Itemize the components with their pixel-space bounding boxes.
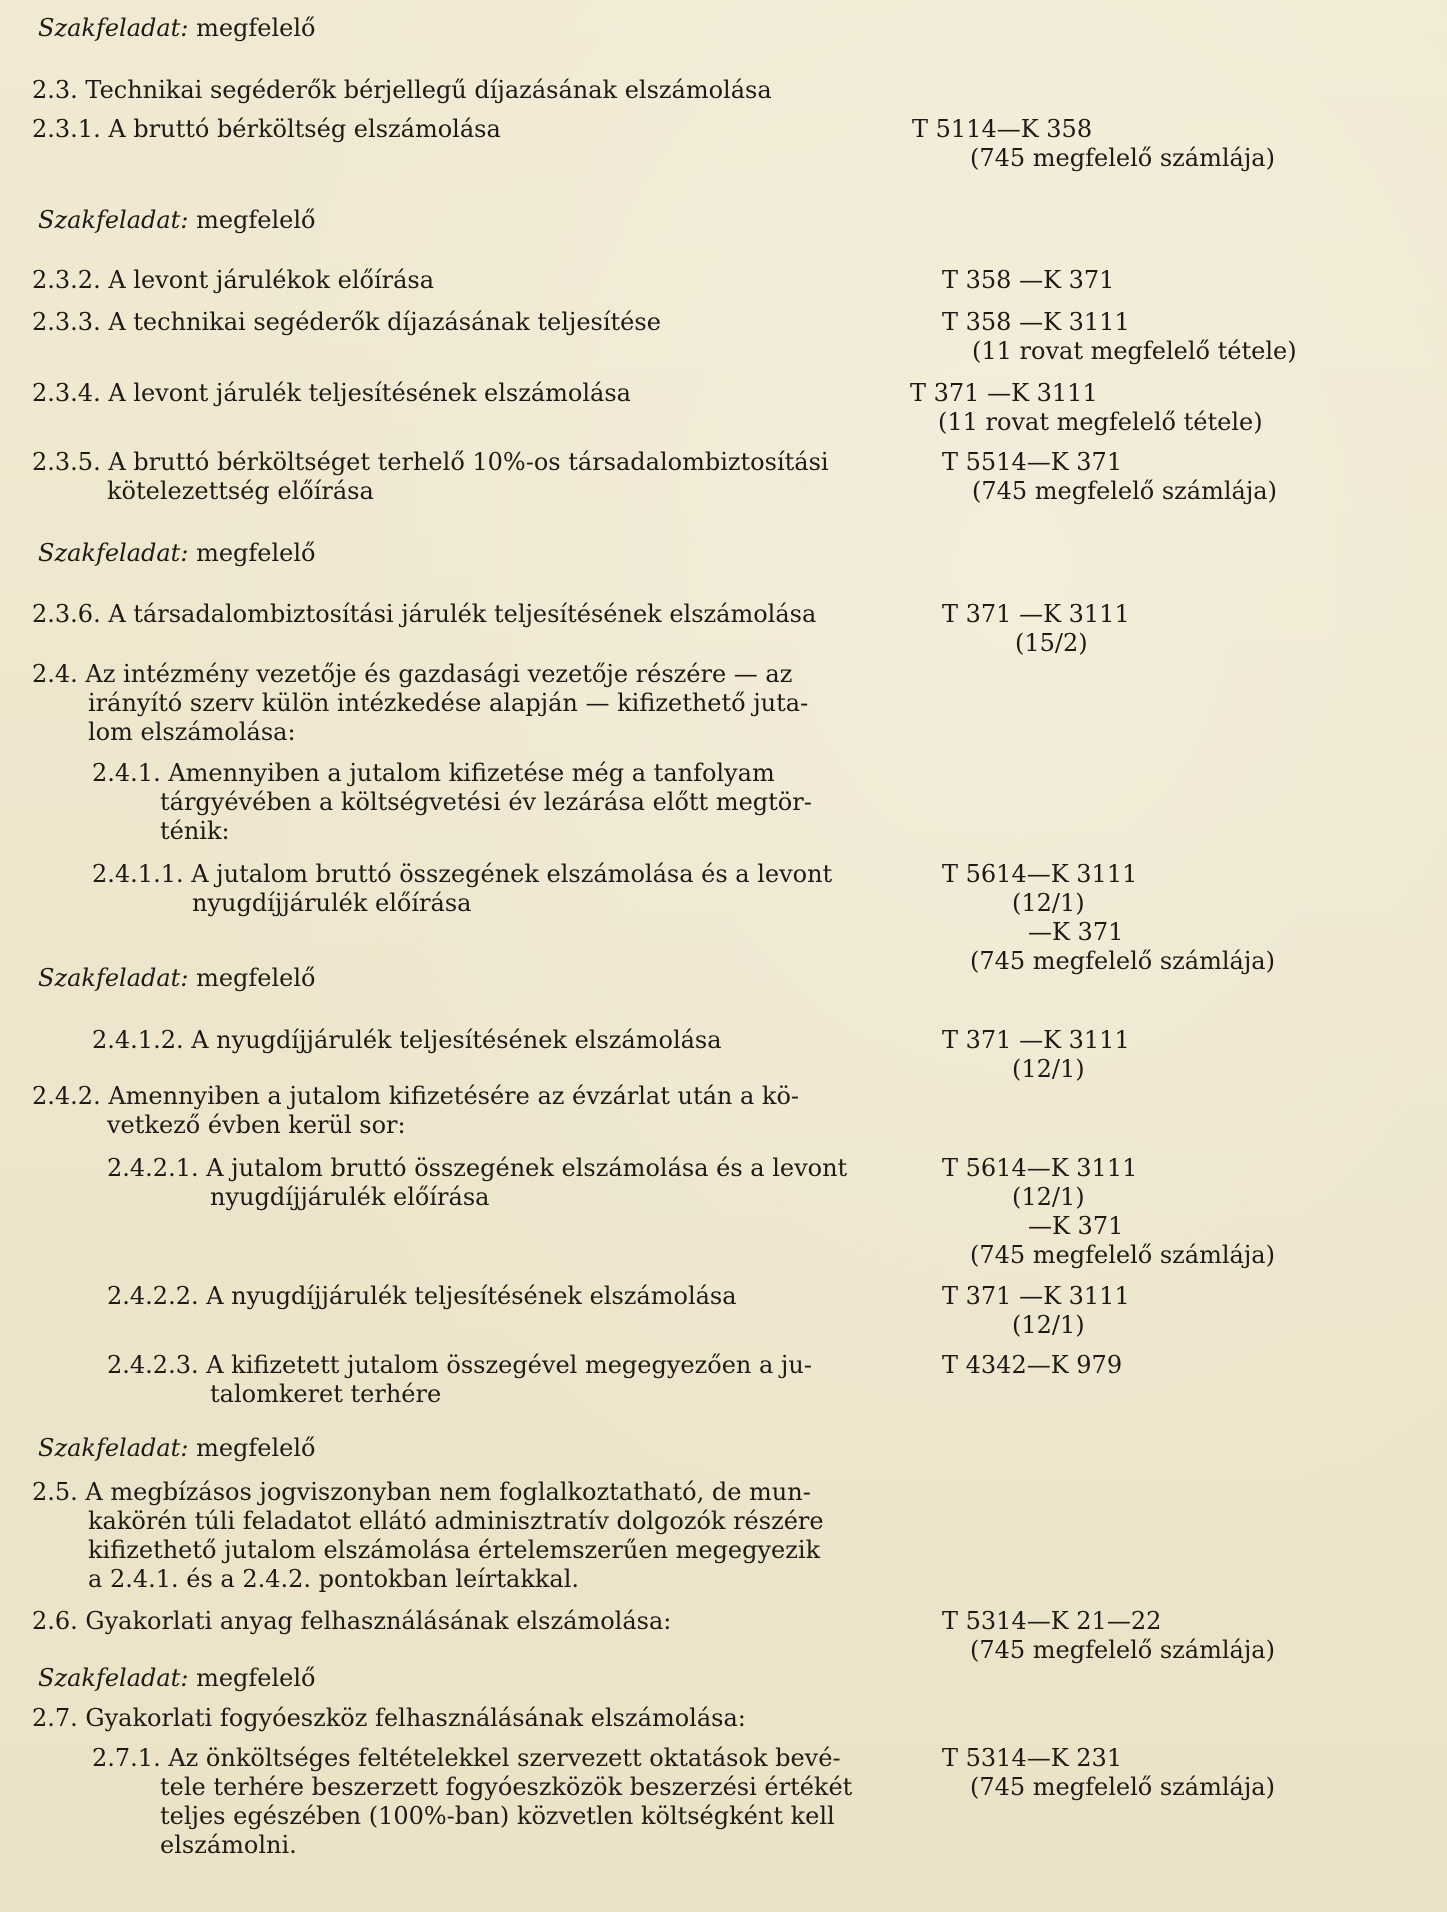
- account-entry: —K 371: [1028, 918, 1124, 946]
- item-text: kifizethető jutalom elszámolása értelemszerűen megegyezik: [88, 1536, 821, 1564]
- account-entry: T 358 —K 3111: [942, 308, 1130, 336]
- szakfeladat-line: [38, 1434, 315, 1463]
- szakfeladat-line: [38, 964, 315, 993]
- account-note: (745 megfelelő számlája): [970, 1636, 1275, 1664]
- account-entry: T 5614—K 3111: [942, 1154, 1138, 1182]
- account-note: (745 megfelelő számlája): [970, 1241, 1275, 1269]
- item-text: 2.3.4. A levont járulék teljesítésének elszámolása: [32, 379, 631, 407]
- item-text: 2.4.1. Amennyiben a jutalom kifizetése még a tanfolyam: [92, 759, 775, 787]
- item-text: 2.3.2. A levont járulékok előírása: [32, 266, 435, 294]
- account-note: (12/1): [1012, 1183, 1085, 1211]
- account-entry: T 5314—K 231: [942, 1744, 1123, 1772]
- szakfeladat-value: megfelelő: [196, 1434, 316, 1462]
- account-entry: T 4342—K 979: [942, 1351, 1123, 1379]
- account-note: (12/1): [1012, 1311, 1085, 1339]
- account-note: (745 megfelelő számlája): [970, 947, 1275, 975]
- szakfeladat-label: Szakfeladat:: [38, 1434, 189, 1462]
- item-text: 2.7.1. Az önköltséges feltételekkel szervezett oktatások bevé-: [92, 1744, 841, 1772]
- account-note: (11 rovat megfelelő tétele): [938, 408, 1263, 436]
- item-text: vetkező évben kerül sor:: [107, 1111, 406, 1139]
- item-text: nyugdíjjárulék előírása: [210, 1183, 490, 1211]
- item-text: 2.5. A megbízásos jogviszonyban nem foglalkoztatható, de mun-: [32, 1478, 811, 1506]
- account-entry: T 358 —K 371: [942, 266, 1115, 294]
- account-entry: T 5314—K 21—22: [942, 1607, 1162, 1635]
- item-text: nyugdíjjárulék előírása: [192, 889, 472, 917]
- item-text: kötelezettség előírása: [107, 477, 374, 505]
- account-note: (745 megfelelő számlája): [972, 477, 1277, 505]
- item-text: 2.3.6. A társadalombiztosítási járulék teljesítésének elszámolása: [32, 600, 817, 628]
- item-text: 2.3.1. A bruttó bérköltség elszámolása: [32, 115, 501, 143]
- account-entry: T 371 —K 3111: [942, 600, 1130, 628]
- item-text: elszámolni.: [160, 1831, 297, 1859]
- item-text: lom elszámolása:: [88, 718, 296, 746]
- account-note: (11 rovat megfelelő tétele): [972, 337, 1297, 365]
- account-entry: T 371 —K 3111: [910, 379, 1098, 407]
- item-text: 2.4.1.1. A jutalom bruttó összegének elszámolása és a levont: [92, 860, 833, 888]
- section-heading: 2.3. Technikai segéderők bérjellegű díjazásának elszámolása: [32, 76, 772, 104]
- szakfeladat-label: Szakfeladat:: [38, 206, 189, 234]
- account-entry: T 371 —K 3111: [942, 1282, 1130, 1310]
- item-text: ténik:: [160, 817, 230, 845]
- szakfeladat-label: Szakfeladat:: [38, 14, 189, 42]
- szakfeladat-line: [38, 206, 315, 235]
- item-text: teljes egészében (100%-ban) közvetlen költségként kell: [160, 1802, 835, 1830]
- szakfeladat-value: megfelelő: [196, 14, 316, 42]
- item-text: 2.4.2.2. A nyugdíjjárulék teljesítésének elszámolása: [107, 1282, 737, 1310]
- account-entry: T 5614—K 3111: [942, 860, 1138, 888]
- item-text: 2.6. Gyakorlati anyag felhasználásának elszámolása:: [32, 1607, 672, 1635]
- item-text: tele terhére beszerzett fogyóeszközök beszerzési értékét: [160, 1773, 853, 1801]
- item-text: kakörén túli feladatot ellátó adminisztratív dolgozók részére: [88, 1507, 824, 1535]
- account-entry: T 5114—K 358: [912, 115, 1093, 143]
- account-note: (12/1): [1012, 889, 1085, 917]
- szakfeladat-line: [38, 1664, 315, 1693]
- account-entry: —K 371: [1028, 1212, 1124, 1240]
- item-text: 2.4.2.3. A kifizetett jutalom összegével megegyezően a ju-: [107, 1351, 812, 1379]
- account-entry: T 5514—K 371: [942, 448, 1123, 476]
- item-text: 2.7. Gyakorlati fogyóeszköz felhasználásának elszámolása:: [32, 1704, 746, 1732]
- item-text: 2.4.2.1. A jutalom bruttó összegének elszámolása és a levont: [107, 1154, 848, 1182]
- szakfeladat-label: Szakfeladat:: [38, 1664, 189, 1692]
- szakfeladat-label: Szakfeladat:: [38, 539, 189, 567]
- szakfeladat-line: [38, 14, 315, 43]
- szakfeladat-value: megfelelő: [196, 206, 316, 234]
- item-text: 2.4.1.2. A nyugdíjjárulék teljesítésének elszámolása: [92, 1026, 722, 1054]
- item-text: irányító szerv külön intézkedése alapján — kifizethető juta-: [88, 689, 809, 717]
- account-note: (745 megfelelő számlája): [970, 144, 1275, 172]
- item-text: tárgyévében a költségvetési év lezárása előtt megtör-: [160, 788, 812, 816]
- item-text: a 2.4.1. és a 2.4.2. pontokban leírtakkal.: [88, 1565, 580, 1593]
- item-text: talomkeret terhére: [210, 1380, 442, 1408]
- item-text: 2.4. Az intézmény vezetője és gazdasági vezetője részére — az: [32, 660, 793, 688]
- item-text: 2.3.3. A technikai segéderők díjazásának teljesítése: [32, 308, 661, 336]
- account-note: (12/1): [1012, 1055, 1085, 1083]
- item-text: 2.4.2. Amennyiben a jutalom kifizetésére az évzárlat után a kö-: [32, 1082, 800, 1110]
- szakfeladat-value: megfelelő: [196, 964, 316, 992]
- account-note: (15/2): [1015, 629, 1088, 657]
- szakfeladat-value: megfelelő: [196, 1664, 316, 1692]
- account-note: (745 megfelelő számlája): [970, 1773, 1275, 1801]
- item-text: 2.3.5. A bruttó bérköltséget terhelő 10%-os társadalombiztosítási: [32, 448, 829, 476]
- szakfeladat-label: Szakfeladat:: [38, 964, 189, 992]
- account-entry: T 371 —K 3111: [942, 1026, 1130, 1054]
- szakfeladat-line: [38, 539, 315, 568]
- szakfeladat-value: megfelelő: [196, 539, 316, 567]
